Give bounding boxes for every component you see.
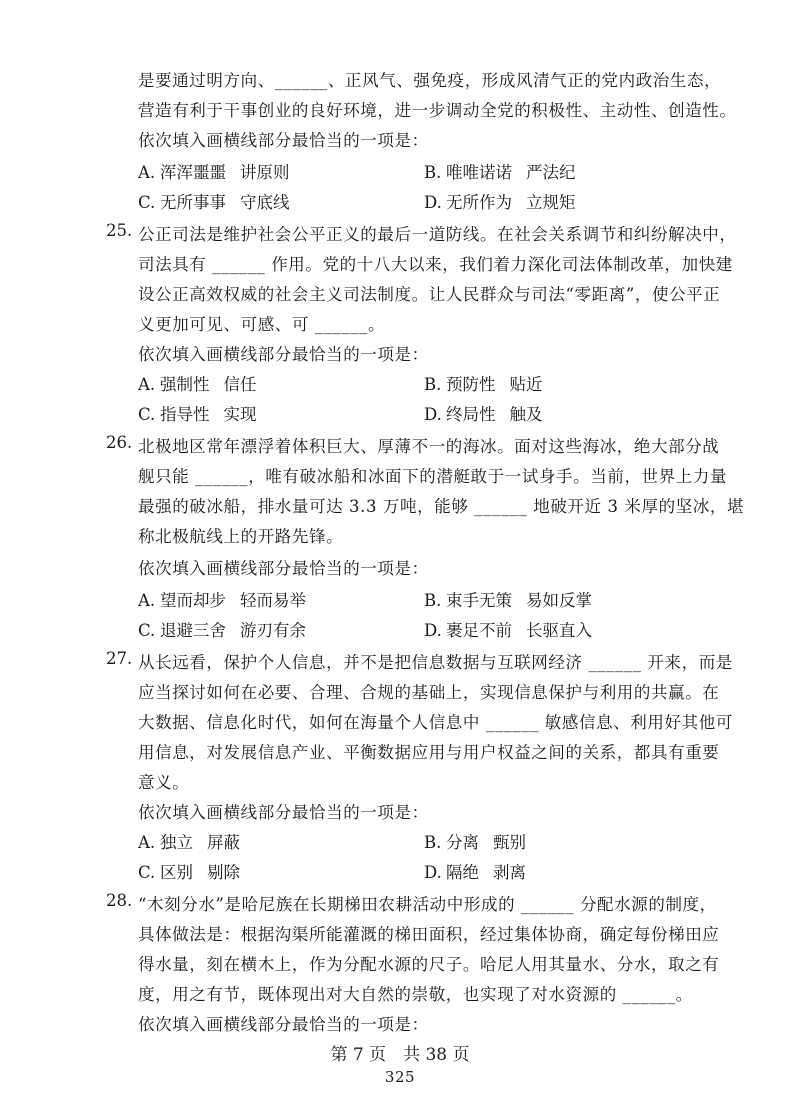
option-c: C. 指导性 实现 <box>138 405 257 424</box>
question-text-line: 北极地区常年漂浮着体积巨大、厚薄不一的海冰。面对这些海冰，绝大部分战 <box>138 437 720 456</box>
question-text-line: 意义。 <box>138 773 190 792</box>
question-prompt: 依次填入画横线部分最恰当的一项是： <box>138 803 429 822</box>
intro-option-d: D. 无所作为 立规矩 <box>424 193 576 212</box>
question-text-line: 应当探讨如何在必要、合理、合规的基础上，实现信息保护与利用的共赢。在 <box>138 683 720 702</box>
question-text-line: 司法具有 ______ 作用。党的十八大以来，我们着力深化司法体制改革，加快建 <box>138 255 733 274</box>
question-prompt: 依次填入画横线部分最恰当的一项是： <box>138 345 429 364</box>
question-number: 28. <box>106 891 133 910</box>
question-number: 27. <box>106 649 133 668</box>
option-d: D. 裹足不前 长驱直入 <box>424 621 592 640</box>
option-c: C. 区别 剔除 <box>138 863 240 882</box>
intro-option-a: A. 浑浑噩噩 讲原则 <box>138 163 290 182</box>
option-b: B. 分离 甄别 <box>424 833 526 852</box>
question-number: 25. <box>106 221 133 240</box>
option-b: B. 束手无策 易如反掌 <box>424 591 592 610</box>
page-number: 325 <box>384 1068 416 1086</box>
question-text-line: 具体做法是：根据沟渠所能灌溉的梯田面积，经过集体协商，确定每份梯田应 <box>138 925 720 944</box>
question-text-line: 最强的破冰船，排水量可达 3.3 万吨，能够 ______ 地破开近 3 米厚的坚冰，堪 <box>138 497 745 516</box>
option-a: A. 望而却步 轻而易举 <box>138 591 306 610</box>
intro-option-c: C. 无所事事 守底线 <box>138 193 290 212</box>
question-text-line: 舰只能 ______，唯有破冰船和冰面下的潜艇敢于一试身手。当前，世界上力量 <box>138 467 728 486</box>
question-text-line: 义更加可见、可感、可 ______。 <box>138 315 386 334</box>
question-text-line: 公正司法是维护社会公平正义的最后一道防线。在社会关系调节和纠纷解决中， <box>138 225 737 244</box>
question-prompt: 依次填入画横线部分最恰当的一项是： <box>138 1015 429 1034</box>
option-c: C. 退避三舍 游刃有余 <box>138 621 306 640</box>
intro-prompt: 依次填入画横线部分最恰当的一项是： <box>138 131 429 150</box>
question-text-line: 得水量，刻在横木上，作为分配水源的尺子。哈尼人用其量水、分水，取之有 <box>138 955 720 974</box>
question-text-line: 大数据、信息化时代，如何在海量个人信息中 ______ 敏感信息、利用好其他可 <box>138 713 733 732</box>
question-text-line: 称北极航线上的开路先锋。 <box>138 527 344 546</box>
intro-line-2: 营造有利于干事创业的良好环境，进一步调动全党的积极性、主动性、创造性。 <box>138 101 737 120</box>
option-a: A. 独立 屏蔽 <box>138 833 240 852</box>
question-text-line: 从长远看，保护个人信息，并不是把信息数据与互联网经济 ______ 开来，而是 <box>138 653 733 672</box>
question-text-line: 设公正高效权威的社会主义司法制度。让人民群众与司法“零距离”，使公平正 <box>138 285 721 304</box>
option-d: D. 终局性 触及 <box>424 405 543 424</box>
option-d: D. 隔绝 剥离 <box>424 863 526 882</box>
option-b: B. 预防性 贴近 <box>424 375 543 394</box>
question-text-line: 度，用之有节，既体现出对大自然的崇敬，也实现了对水资源的 ______。 <box>138 985 693 1004</box>
intro-option-b: B. 唯唯诺诺 严法纪 <box>424 163 576 182</box>
intro-line-1: 是要通过明方向、______、正风气、强免疫，形成风清气正的党内政治生态， <box>138 71 722 90</box>
question-text-line: 用信息，对发展信息产业、平衡数据应用与用户权益之间的关系，都具有重要 <box>138 743 720 762</box>
question-prompt: 依次填入画横线部分最恰当的一项是： <box>138 559 429 578</box>
option-a: A. 强制性 信任 <box>138 375 257 394</box>
question-number: 26. <box>106 433 133 452</box>
question-text-line: “木刻分水”是哈尼族在长期梯田农耕活动中形成的 ______ 分配水源的制度， <box>138 895 717 914</box>
page-label: 第 7 页 共 38 页 <box>330 1045 470 1065</box>
